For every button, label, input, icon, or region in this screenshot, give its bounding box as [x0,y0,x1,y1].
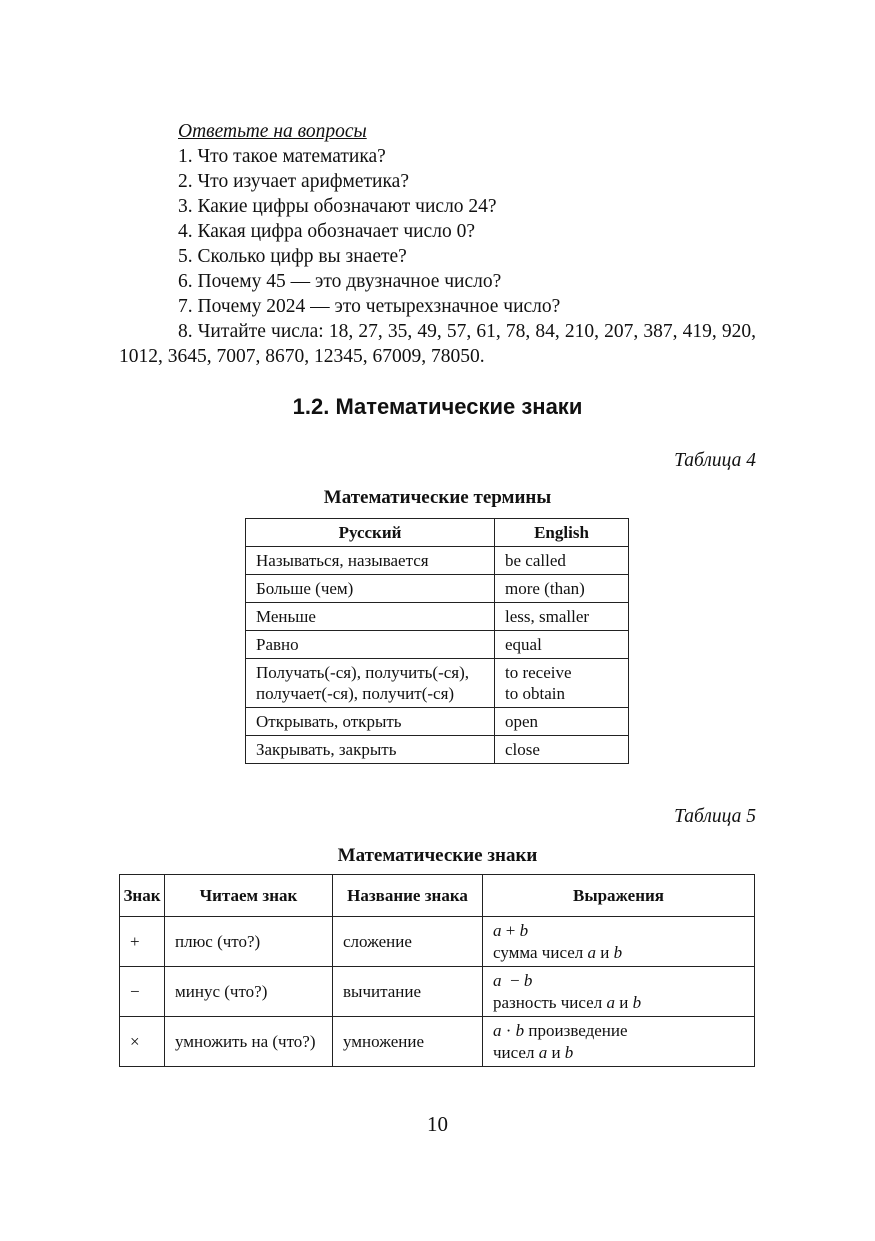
variable: a [493,970,502,990]
table-row [120,967,755,1017]
questions-title: Ответьте на вопросы [178,121,367,142]
header-russian: Русский [246,519,495,547]
term-en: more (than) [495,575,629,603]
expression-text: сумма чисел [493,942,588,962]
page-number: 10 [427,1112,448,1136]
expression-text: разность чисел [493,992,607,1012]
variable: a [606,992,615,1012]
question-item: 4. Какая цифра обозначает число 0? [178,221,475,242]
variable: a [493,920,502,940]
conjunction: и [547,1042,565,1062]
table-row [120,1017,755,1067]
table-row [246,575,629,603]
term-ru: Открывать, открыть [246,708,495,736]
sign-expression [483,1017,755,1067]
section-title: 1.2. Математические знаки [292,394,583,419]
sign-expression [483,917,755,967]
table5-label: Таблица 5 [674,806,756,827]
signs-table [119,874,755,1067]
conjunction: и [595,942,614,962]
term-en: less, smaller [495,603,629,631]
variable: a [587,942,596,962]
question-item: 2. Что изучает арифметика? [178,171,409,192]
variable: a [493,1020,502,1040]
variable: b [613,942,623,962]
table-row [120,917,755,967]
variable: a [538,1042,548,1062]
term-ru: Называться, называется [246,547,495,575]
sign-name: умножение [333,1017,483,1067]
variable: b [564,1042,574,1062]
operator: − [501,970,524,990]
term-en-line: to receive [505,663,572,682]
sign-symbol: × [120,1017,165,1067]
question-item: 6. Почему 45 — это двузначное число? [178,271,502,292]
table-row [246,659,629,708]
header-read: Читаем знак [165,875,333,917]
table-row [246,736,629,764]
term-en: be called [495,547,629,575]
variable: b [523,970,533,990]
question-item: 7. Почему 2024 — это четырехзначное число? [178,296,561,317]
terms-table [245,518,629,764]
term-ru: Равно [246,631,495,659]
question-item: 3. Какие цифры обозначают число 24? [178,196,497,217]
sign-symbol: + [120,917,165,967]
table-row [246,631,629,659]
term-ru: Меньше [246,603,495,631]
questions-block [119,119,756,369]
term-ru-line: Получать(-ся), получить(-ся), [256,663,470,682]
sign-symbol: − [120,967,165,1017]
header-name: Название знака [333,875,483,917]
table-row [246,547,629,575]
operator: + [501,920,520,940]
table5-caption: Математические знаки [337,845,538,866]
table-header-row [246,519,629,547]
sign-expression [483,967,755,1017]
conjunction: и [614,992,633,1012]
variable: b [519,920,529,940]
header-expressions: Выражения [483,875,755,917]
sign-reading: минус (что?) [165,967,333,1017]
term-ru: Больше (чем) [246,575,495,603]
table-row [246,708,629,736]
header-sign: Знак [120,875,165,917]
table4-caption: Математические термины [323,487,552,508]
table4-label: Таблица 4 [674,450,756,471]
table-row [246,603,629,631]
sign-name: вычитание [333,967,483,1017]
term-en: close [495,736,629,764]
term-en [495,659,629,708]
expression-text: чисел [493,1042,539,1062]
table-header-row [120,875,755,917]
term-ru [246,659,495,708]
question-item: 1. Что такое математика? [178,146,386,167]
term-ru-line: получает(-ся), получит(-ся) [256,684,455,703]
question-item: 8. Читайте числа: 18, 27, 35, 49, 57, 61, 78, 84, 210, 207, 387, 419, 920, 1012, 3645, 7007, 8670, 12345, 67009, 78050. [119,321,756,367]
sign-reading: умножить на (что?) [165,1017,333,1067]
expression-text: произведение [524,1020,628,1040]
sign-reading: плюс (что?) [165,917,333,967]
variable: b [632,992,642,1012]
term-en: open [495,708,629,736]
term-en-line: to obtain [505,684,565,703]
term-ru: Закрывать, закрыть [246,736,495,764]
sign-name: сложение [333,917,483,967]
term-en: equal [495,631,629,659]
header-english: English [495,519,629,547]
variable: b [515,1020,525,1040]
operator: · [501,1020,516,1040]
question-item: 5. Сколько цифр вы знаете? [178,246,407,267]
